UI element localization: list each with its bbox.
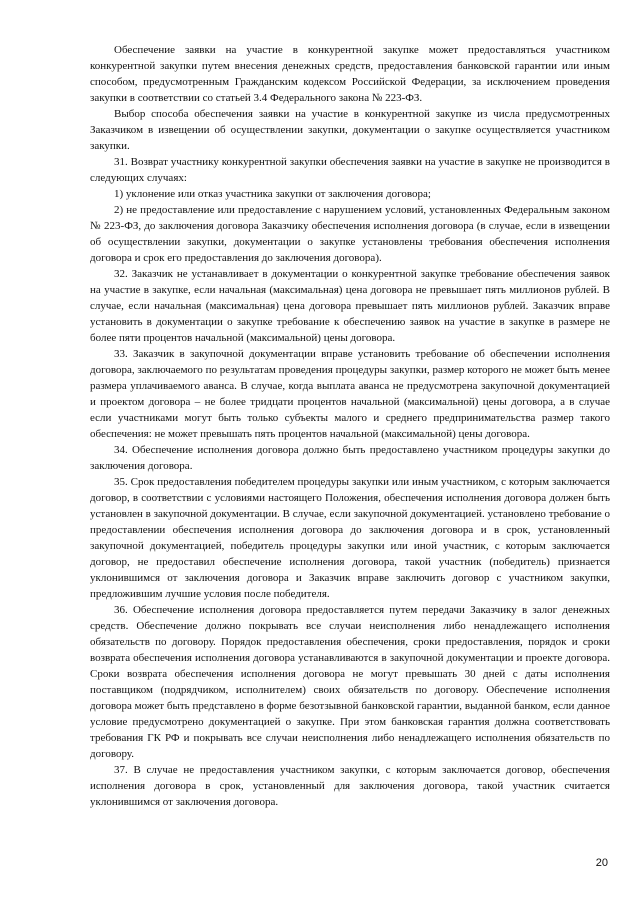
paragraph-32: 32. Заказчик не устанавливает в документации о конкурентной закупке требование обеспечения заявок на участие в закупке, если начальная (максимальная) цена договора не превышает пять миллионов рублей. В случае, если начальная (максимальная) цена договора превышает пять миллионов рублей. Заказчик вправе установить в документации о закупке требование к обеспечению заявок на участие в закупке в размере не более пяти процентов начальной (максимальной) цены договора. <box>90 268 610 344</box>
paragraph-security-choice: Выбор способа обеспечения заявки на участие в конкурентной закупке из числа предусмотренных Заказчиком в извещении об осуществлении закупки, документации о закупке осуществляется участником закупки. <box>90 108 610 152</box>
paragraph-31-item-1: 1) уклонение или отказ участника закупки от заключения договора; <box>114 188 431 200</box>
page-number: 20 <box>595 857 608 869</box>
paragraph-33: 33. Заказчик в закупочной документации вправе установить требование об обеспечении исполнения договора, заключаемого по результатам проведения процедуры закупки, размер которого не может быть менее размера уплачиваемого аванса. В случае, когда выплата аванса не предусмотрена закупочной документацией и проектом договора – не более тридцати процентов начальной (максимальной) цены договора, а в случае если участниками могут быть только субъекты малого и среднего предпринимательства размер такого обеспечения: не может превышать пять процентов начальной (максимальной) цены договора. <box>90 348 610 440</box>
paragraph-security-methods: Обеспечение заявки на участие в конкурентной закупке может предоставляться участником конкурентной закупки путем внесения денежных средств, предоставления банковской гарантии или иным способом, предусмотренным Гражданским кодексом Российской Федерации, за исключением проведения закупки в соответствии со статьей 3.4 Федерального закона № 223-ФЗ. <box>90 44 610 104</box>
paragraph-37: 37. В случае не предоставления участником закупки, с которым заключается договор, обеспечения исполнения договора в срок, установленный для заключения договора, такой участник считается уклонившимся от заключения договора. <box>90 764 610 808</box>
paragraph-36: 36. Обеспечение исполнения договора предоставляется путем передачи Заказчику в залог денежных средств. Обеспечение должно покрывать все случаи неисполнения либо ненадлежащего исполнения обязательств по договору. Порядок предоставления обеспечения, сроки предоставления, порядок и сроки возврата обеспечения исполнения договора устанавливаются в закупочной документации и проекте договора. Сроки возврата обеспечения исполнения договора не могут превышать 30 дней с даты исполнения поставщиком (подрядчиком, исполнителем) своих обязательств по договору. Обеспечение исполнения договора может быть представлено в форме безотзывной банковской гарантии, выданной банком, если данное условие предусмотрено документацией о закупке. При этом банковская гарантия должна соответствовать требования ГК РФ и покрывать все случаи неисполнения либо ненадлежащего исполнения обязательств по договору. <box>90 604 610 760</box>
paragraph-34: 34. Обеспечение исполнения договора должно быть предоставлено участником процедуры закупки до заключения договора. <box>90 444 610 472</box>
paragraph-31-item-2: 2) не предоставление или предоставление с нарушением условий, установленных Федеральным законом № 223-ФЗ, до заключения договора Заказчику обеспечения исполнения договора (в случае, если в извещении об осуществлении закупки, документации о закупке установлены требования обеспечения исполнения договора и срок его предоставления до заключения договора). <box>90 204 610 264</box>
document-body <box>90 42 610 810</box>
paragraph-35: 35. Срок предоставления победителем процедуры закупки или иным участником, с которым заключается договор, в соответствии с условиями настоящего Положения, обеспечения исполнения договора должен быть установлен в закупочной документации. В случае, если закупочной документацией. установлено требование о предоставлении обеспечения исполнения договора до заключения договора и в срок, установленный закупочной документацией, победитель процедуры закупки или иной участник, с которым заключается договор, не предоставил обеспечение исполнения договора, такой участник (победитель) признается уклонившимся от заключения договора и Заказчик вправе заключить договор с участником закупки, предложившим лучшие условия после победителя. <box>90 476 610 600</box>
paragraph-31: 31. Возврат участнику конкурентной закупки обеспечения заявки на участие в закупке не производится в следующих случаях: <box>90 156 610 184</box>
